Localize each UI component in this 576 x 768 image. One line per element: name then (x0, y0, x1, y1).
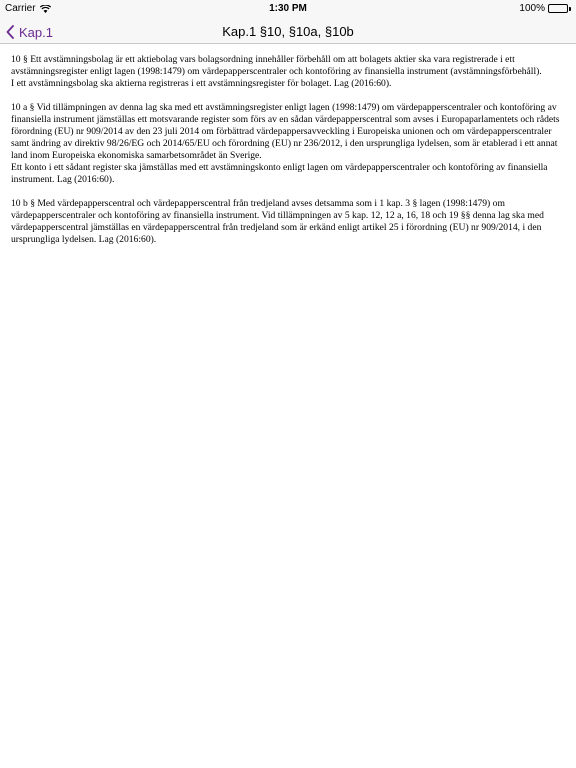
status-time: 1:30 PM (269, 3, 307, 14)
battery-icon (548, 4, 571, 13)
carrier-label: Carrier (5, 3, 36, 14)
paragraph-line: 10 a § Vid tillämpningen av denna lag ska med ett avstämningsregister enligt lagen (1998:1479) om värdepapperscentraler och kontoföring av finansiella instrument jämställas ett motsvarande register som förs av en sådan värdepapperscentral som avses i Europaparlamentets och rådets förordning (EU) nr 909/2014 av den 23 juli 2014 om förbättrad värdepappersavveckling i Europeiska unionen och om värdepapperscentraler samt ändring av direktiv 98/26/EG och 2014/65/EU och förordning (EU) nr 236/2012, i den ursprungliga lydelsen, som är etablerad i ett annat land inom Europeiska ekonomiska samarbetsområdet än Sverige. (11, 102, 560, 161)
paragraph-10b (11, 198, 566, 246)
paragraph-10a (11, 102, 566, 186)
paragraph-line: 10 b § Med värdepapperscentral och värdepapperscentral från tredjeland avses detsamma som i 1 kap. 3 § lagen (1998:1479) om värdepapperscentraler och kontoföring av finansiella instrument. Vid tillämpningen av 5 kap. 12, 12 a, 16, 18 och 19 §§ denna lag ska med värdepapperscentral jämställas en värdepapperscentral från tredjeland som är erkänd enligt artikel 25 i förordning (EU) nr 909/2014, i den ursprungliga lydelsen. Lag (2016:60). (11, 198, 544, 245)
paragraph-line: Ett konto i ett sådant register ska jämställas med ett avstämningskonto enligt lagen om värdepapperscentraler och kontoföring av finansiella instrument. Lag (2016:60). (11, 162, 548, 185)
paragraph-line: 10 § Ett avstämningsbolag är ett aktiebolag vars bolagsordning innehåller förbehåll om att bolagets aktier ska vara registrerade i ett avstämningsregister enligt lagen (1998:1479) om värdepapperscentraler och kontoföring av finansiella instrument (avstämningsförbehåll). (11, 54, 542, 77)
page-title: Kap.1 §10, §10a, §10b (222, 24, 354, 39)
status-bar (0, 0, 576, 20)
status-right (519, 3, 571, 14)
paragraph-line: I ett avstämningsbolag ska aktierna registreras i ett avstämningsregister för bolaget. Lag (2016:60). (11, 78, 392, 89)
battery-percentage: 100% (519, 3, 545, 14)
navigation-bar (0, 20, 576, 44)
back-button-label: Kap.1 (19, 24, 53, 40)
paragraph-10 (11, 54, 566, 90)
law-text-content (11, 54, 566, 258)
